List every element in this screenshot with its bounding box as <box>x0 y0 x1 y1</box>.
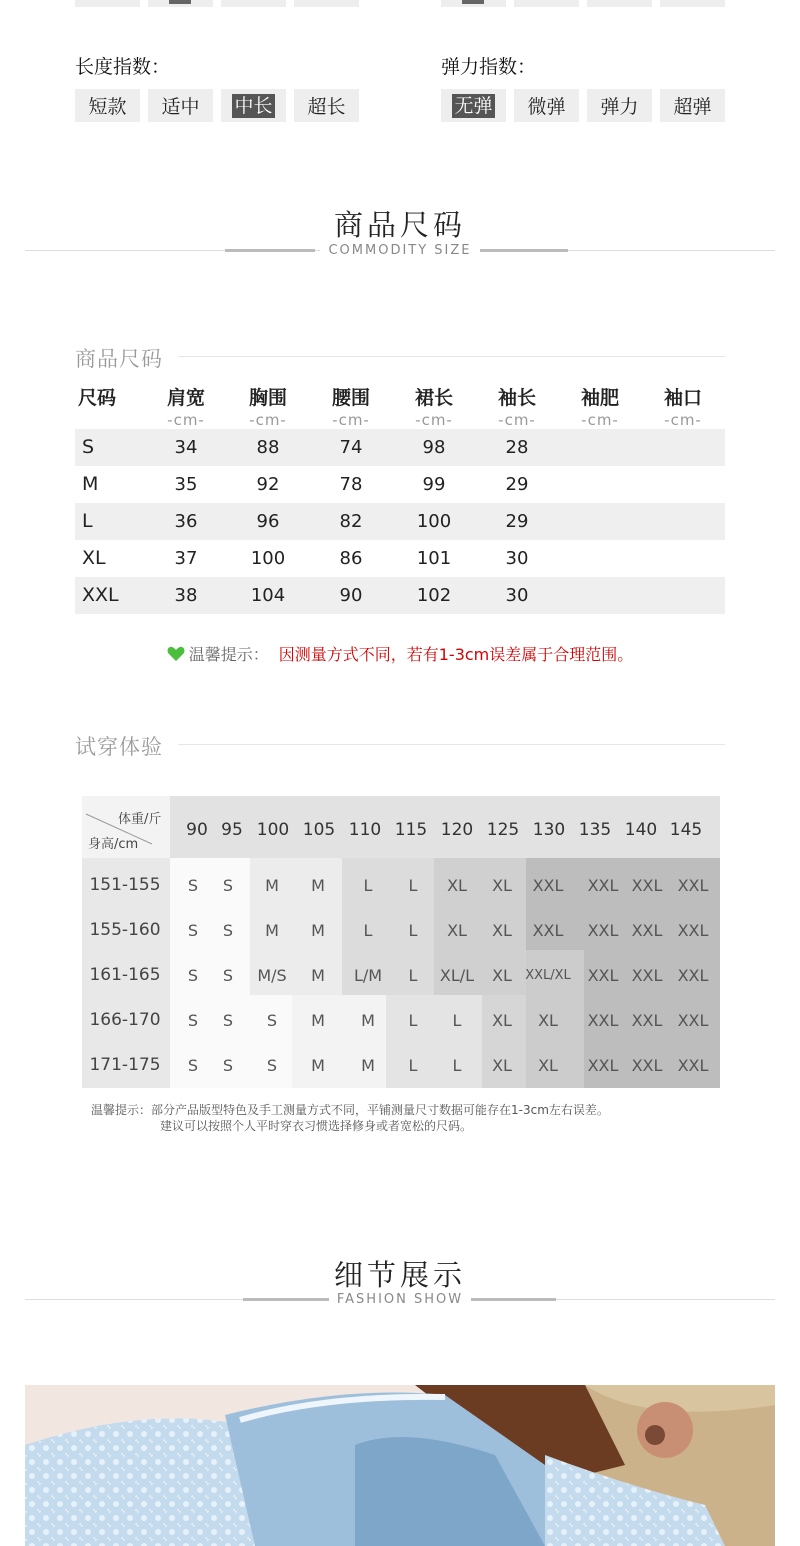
size-cell: 101 <box>416 548 452 569</box>
weight-header: 115 <box>394 820 428 840</box>
fit-cell: L <box>408 1056 418 1075</box>
size-col-header: 袖口 <box>663 387 702 409</box>
size-cell: 34 <box>174 437 198 458</box>
length-index-label: 长度指数： <box>75 56 171 78</box>
fit-cell: XXL <box>587 1056 619 1075</box>
fit-note-line1: 温馨提示：部分产品版型特色及手工测量方式不同，平铺测量尺寸数据可能存在1-3cm左右误差。 <box>91 1103 609 1117</box>
length-option[interactable]: 适中 <box>148 89 213 122</box>
fit-cell: S <box>187 876 199 895</box>
size-col-header: 袖长 <box>497 387 536 409</box>
tip-message: 因测量方式不同，若有1-3cm误差属于合理范围。 <box>278 645 634 664</box>
chip-stub <box>148 0 213 7</box>
fit-note-line2: 建议可以按照个人平时穿衣习惯选择修身或者宽松的尺码。 <box>160 1119 473 1133</box>
size-col-header: 裙长 <box>414 387 453 409</box>
length-option[interactable]: 超长 <box>294 89 359 122</box>
size-row-label: M <box>82 473 99 495</box>
fit-cell: XXL/XL <box>525 968 571 983</box>
size-col-unit: -cm- <box>415 411 453 429</box>
weight-header: 125 <box>486 820 520 840</box>
size-cell <box>653 429 713 466</box>
size-cell: 90 <box>339 585 363 606</box>
size-cell: 86 <box>339 548 363 569</box>
fit-table <box>82 796 720 1088</box>
height-row-label: 155-160 <box>89 920 161 940</box>
size-row <box>75 466 725 503</box>
weight-header: 110 <box>348 820 382 840</box>
size-cell <box>570 466 630 503</box>
fit-cell: XXL <box>677 876 709 895</box>
fit-cell: S <box>187 1056 199 1075</box>
elastic-index-label: 弹力指数： <box>441 56 537 78</box>
size-row <box>75 540 725 577</box>
size-table-title: 商品尺码 <box>75 347 163 371</box>
size-cell <box>653 503 713 540</box>
fit-cell: S <box>222 876 234 895</box>
size-cell: 92 <box>256 474 280 495</box>
size-cell: 88 <box>256 437 280 458</box>
size-cell: 100 <box>416 511 452 532</box>
fit-cell: XL <box>538 1056 558 1075</box>
fit-title: 试穿体验 <box>75 735 163 759</box>
fit-cell: XL <box>492 1011 512 1030</box>
weight-header: 145 <box>669 820 703 840</box>
size-cell <box>570 503 630 540</box>
fit-cell: L <box>408 966 418 985</box>
fit-cell: M <box>361 1011 375 1030</box>
fit-cell: XL <box>492 966 512 985</box>
chip-stub <box>441 0 506 7</box>
chip-stub <box>514 0 579 7</box>
fit-cell: S <box>187 921 199 940</box>
fit-cell: XXL <box>587 1011 619 1030</box>
fit-cell: XL <box>492 921 512 940</box>
commodity-size-title: 商品尺码 <box>333 208 466 242</box>
weight-header: 120 <box>440 820 474 840</box>
size-row-label: L <box>82 510 93 532</box>
size-row <box>75 503 725 540</box>
fit-cell: M <box>311 1056 325 1075</box>
size-row-label: XL <box>82 547 106 569</box>
chip-stub <box>75 0 140 7</box>
size-tip <box>0 642 800 665</box>
fit-cell: XXL <box>631 921 663 940</box>
size-cell <box>570 429 630 466</box>
tip-label: 温馨提示： <box>188 645 269 664</box>
length-option-selected[interactable]: 中长 <box>221 89 286 122</box>
fit-cell: S <box>187 1011 199 1030</box>
fit-cell: S <box>222 966 234 985</box>
size-cell: 74 <box>339 437 363 458</box>
weight-header: 105 <box>302 820 336 840</box>
size-cell <box>570 577 630 614</box>
size-col-unit: -cm- <box>167 411 205 429</box>
size-cell: 99 <box>422 474 446 495</box>
fit-cell: XL <box>492 1056 512 1075</box>
fit-cell: XL <box>538 1011 558 1030</box>
elastic-option[interactable]: 弹力 <box>587 89 652 122</box>
top-chip-row-right <box>441 0 725 7</box>
size-cell: 38 <box>174 585 198 606</box>
fit-cell: XXL <box>631 876 663 895</box>
size-cell: 78 <box>339 474 363 495</box>
fit-cell: L <box>452 1056 462 1075</box>
fit-cell: L <box>452 1011 462 1030</box>
size-cell <box>653 577 713 614</box>
weight-header: 140 <box>624 820 658 840</box>
fit-cell: XXL <box>631 1056 663 1075</box>
fit-cell: L <box>408 1011 418 1030</box>
elastic-index-options <box>441 89 725 122</box>
height-row-label: 171-175 <box>89 1055 161 1075</box>
fit-cell: XXL <box>587 921 619 940</box>
size-cell <box>653 466 713 503</box>
corner-height-label: 身高/cm <box>88 837 139 852</box>
weight-header: 95 <box>221 820 243 840</box>
fit-cell: S <box>222 1011 234 1030</box>
size-col-header: 腰围 <box>331 387 370 409</box>
elastic-option[interactable]: 超弹 <box>660 89 725 122</box>
commodity-size-subtitle: COMMODITY SIZE <box>0 243 800 258</box>
size-row <box>75 577 725 614</box>
top-chip-row-left <box>75 0 359 7</box>
fit-cell: XXL <box>587 876 619 895</box>
size-col-unit: -cm- <box>581 411 619 429</box>
fit-cell: S <box>266 1056 278 1075</box>
fit-cell: S <box>187 966 199 985</box>
size-row <box>75 429 725 466</box>
heart-icon <box>167 646 185 662</box>
fit-cell: M <box>265 921 279 940</box>
detail-subtitle: FASHION SHOW <box>0 1292 800 1307</box>
size-col-header: 尺码 <box>77 387 116 409</box>
fit-cell: XXL <box>587 966 619 985</box>
fit-cell: XXL <box>677 966 709 985</box>
size-cell: 82 <box>339 511 363 532</box>
fit-cell: XL <box>492 876 512 895</box>
fit-cell: XXL <box>532 921 564 940</box>
height-row-label: 161-165 <box>89 965 161 985</box>
fit-cell: L <box>363 876 373 895</box>
fit-cell: L/M <box>353 966 383 985</box>
size-col-unit: -cm- <box>498 411 536 429</box>
size-cell <box>570 540 630 577</box>
fit-cell: M <box>311 921 325 940</box>
size-col-header: 胸围 <box>248 387 287 409</box>
detail-title: 细节展示 <box>333 1258 466 1292</box>
size-cell: 98 <box>422 437 446 458</box>
size-cell: 100 <box>250 548 286 569</box>
fit-cell: XL <box>447 921 467 940</box>
fit-cell: M <box>361 1056 375 1075</box>
size-col-header: 袖肥 <box>580 387 619 409</box>
fit-cell: M <box>311 966 325 985</box>
size-col-unit: -cm- <box>664 411 702 429</box>
size-cell: 35 <box>174 474 198 495</box>
weight-header: 100 <box>256 820 290 840</box>
fit-cell: XL/L <box>439 966 475 985</box>
fit-cell: L <box>408 921 418 940</box>
size-col-unit: -cm- <box>332 411 370 429</box>
elastic-option[interactable]: 微弹 <box>514 89 579 122</box>
fit-cell: S <box>266 1011 278 1030</box>
fit-cell: XXL <box>677 1056 709 1075</box>
fit-cell: L <box>363 921 373 940</box>
size-cell <box>653 540 713 577</box>
size-cell: 30 <box>505 585 529 606</box>
fit-cell: L <box>408 876 418 895</box>
fit-cell: XXL <box>677 921 709 940</box>
size-row-label: XXL <box>82 584 119 606</box>
fit-cell: XL <box>447 876 467 895</box>
size-cell: 30 <box>505 548 529 569</box>
fit-cell: XXL <box>532 876 564 895</box>
size-cell: 29 <box>505 474 529 495</box>
fit-cell: M <box>311 876 325 895</box>
weight-header: 130 <box>532 820 566 840</box>
fit-cell: XXL <box>631 966 663 985</box>
length-index-options <box>75 89 359 122</box>
size-cell: 28 <box>505 437 529 458</box>
corner-weight-label: 体重/斤 <box>118 812 162 827</box>
size-cell: 104 <box>250 585 286 606</box>
size-table-title-line <box>178 356 725 357</box>
fit-cell: M <box>265 876 279 895</box>
size-col-header: 肩宽 <box>166 387 205 409</box>
chip-stub <box>660 0 725 7</box>
fit-cell: S <box>222 1056 234 1075</box>
size-col-unit: -cm- <box>249 411 287 429</box>
elastic-option-selected[interactable]: 无弹 <box>441 89 506 122</box>
size-cell: 37 <box>174 548 198 569</box>
height-row-label: 166-170 <box>89 1010 161 1030</box>
height-row-label: 151-155 <box>89 875 161 895</box>
fit-cell: S <box>222 921 234 940</box>
weight-header: 90 <box>186 820 208 840</box>
size-cell: 29 <box>505 511 529 532</box>
lace-dress-image <box>25 1385 775 1546</box>
fit-title-line <box>178 744 725 745</box>
fit-cell: XXL <box>677 1011 709 1030</box>
size-cell: 96 <box>256 511 280 532</box>
chip-stub <box>221 0 286 7</box>
fit-cell: M <box>311 1011 325 1030</box>
weight-header: 135 <box>578 820 612 840</box>
chip-stub <box>587 0 652 7</box>
product-detail-photo <box>25 1385 775 1546</box>
size-row-label: S <box>82 436 95 458</box>
chip-stub <box>294 0 359 7</box>
size-cell: 36 <box>174 511 198 532</box>
size-cell: 102 <box>416 585 452 606</box>
length-option[interactable]: 短款 <box>75 89 140 122</box>
fit-cell: M/S <box>257 966 287 985</box>
fit-cell: XXL <box>631 1011 663 1030</box>
